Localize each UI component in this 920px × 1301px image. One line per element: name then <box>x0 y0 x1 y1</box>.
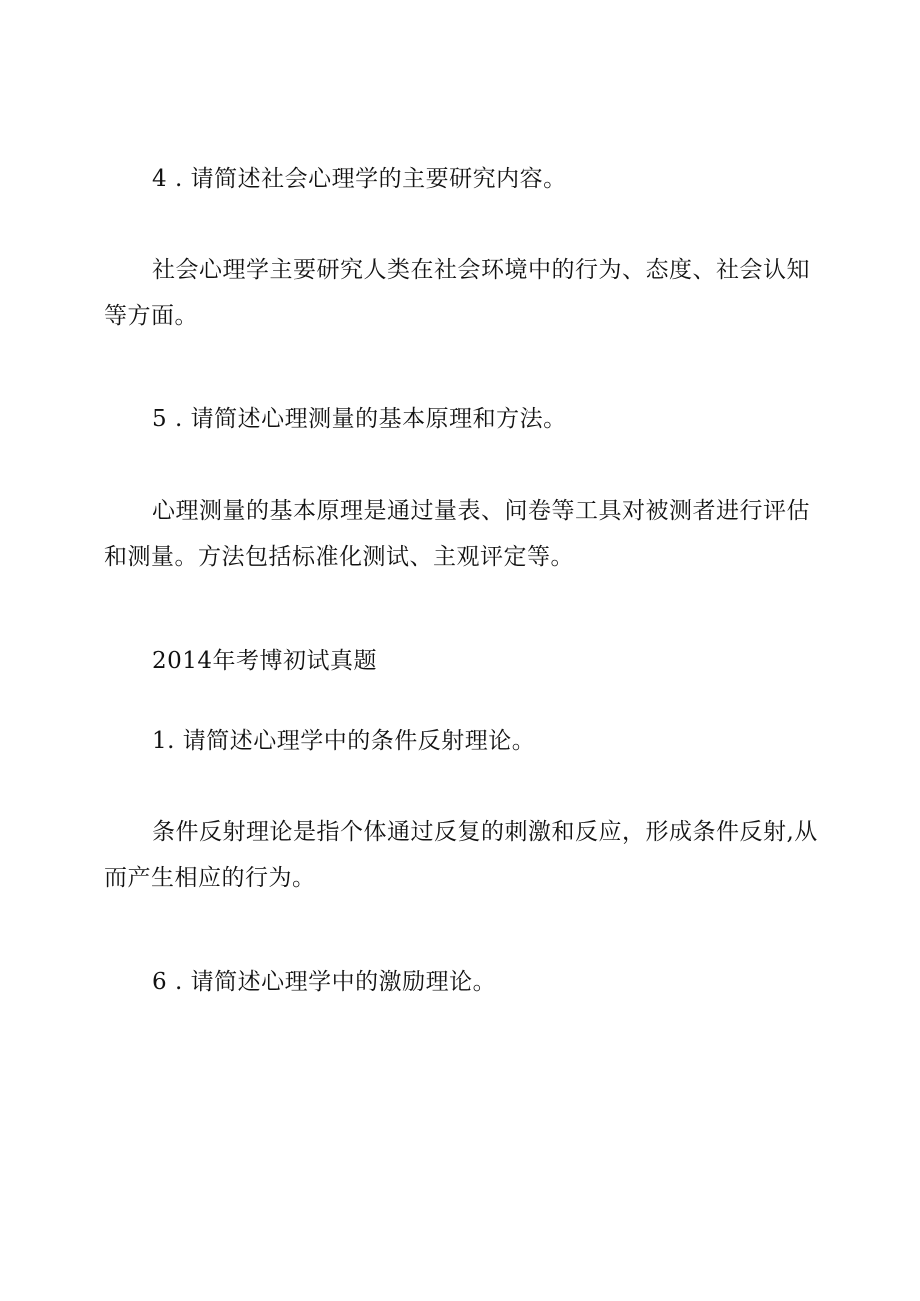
question-1: 1. 请简述心理学中的条件反射理论。 <box>152 728 536 754</box>
answer-4: 社会心理学主要研究人类在社会环境中的行为、态度、社会认知等方面。 <box>104 257 810 329</box>
question-4: 4 . 请简述社会心理学的主要研究内容。 <box>152 166 567 192</box>
section-heading-2014: 2014年考博初试真题 <box>152 648 378 674</box>
answer-5: 心理测量的基本原理是通过量表、问卷等工具对被测者进行评估和测量。方法包括标准化测试、主观评定等。 <box>104 498 810 570</box>
question-5: 5 . 请简述心理测量的基本原理和方法。 <box>152 406 567 432</box>
question-6: 6 . 请简述心理学中的激励理论。 <box>152 969 497 995</box>
answer-1: 条件反射理论是指个体通过反复的刺激和反应，形成条件反射,从而产生相应的行为。 <box>104 819 818 891</box>
